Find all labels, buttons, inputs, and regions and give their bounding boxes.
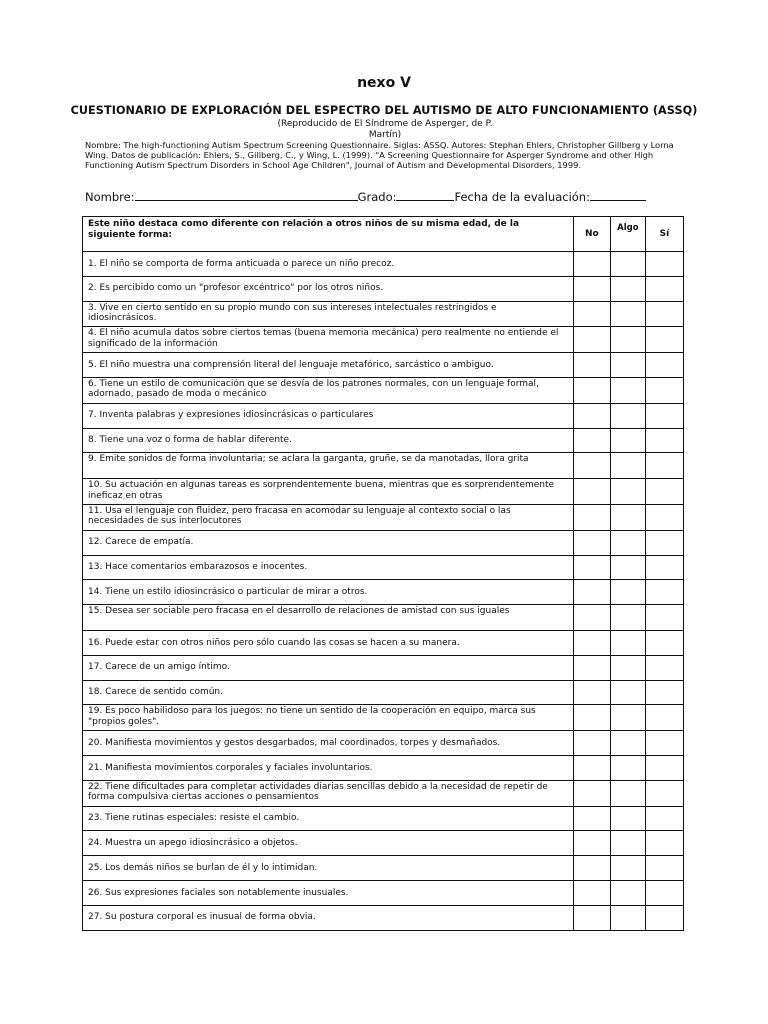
answer-no-cell[interactable] (573, 880, 610, 905)
answer-algo-cell[interactable] (610, 880, 645, 905)
answer-si-cell[interactable] (645, 555, 683, 580)
table-row (83, 605, 684, 631)
answer-algo-cell[interactable] (610, 504, 645, 530)
question-text: 17. Carece de un amigo íntimo. (83, 655, 574, 680)
answer-algo-cell[interactable] (610, 806, 645, 831)
answer-no-cell[interactable] (573, 831, 610, 856)
subtitle (240, 119, 530, 141)
question-text: 20. Manifiesta movimientos y gestos desgarbados, mal coordinados, torpes y desmañados. (83, 731, 574, 756)
answer-algo-cell[interactable] (610, 680, 645, 705)
table-row (83, 428, 684, 453)
question-text: 10. Su actuación en algunas tareas es sorprendentemente buena, mientras que es sorprendentemente ineficaz en otras (83, 479, 574, 505)
question-text: 23. Tiene rutinas especiales: resiste el cambio. (83, 806, 574, 831)
answer-no-cell[interactable] (573, 276, 610, 301)
answer-no-cell[interactable] (573, 403, 610, 428)
answer-si-cell[interactable] (645, 905, 683, 930)
answer-no-cell[interactable] (573, 555, 610, 580)
answer-algo-cell[interactable] (610, 605, 645, 631)
answer-algo-cell[interactable] (610, 301, 645, 327)
question-text: 21. Manifiesta movimientos corporales y faciales involuntarios. (83, 755, 574, 780)
answer-algo-cell[interactable] (610, 479, 645, 505)
table-row (83, 403, 684, 428)
answer-si-cell[interactable] (645, 276, 683, 301)
answer-algo-cell[interactable] (610, 655, 645, 680)
answer-si-cell[interactable] (645, 403, 683, 428)
answer-no-cell[interactable] (573, 605, 610, 631)
question-text: 14. Tiene un estilo idiosincrásico o particular de mirar a otros. (83, 580, 574, 605)
answer-si-cell[interactable] (645, 705, 683, 731)
answer-algo-cell[interactable] (610, 453, 645, 479)
answer-no-cell[interactable] (573, 630, 610, 655)
answer-no-cell[interactable] (573, 453, 610, 479)
answer-si-cell[interactable] (645, 580, 683, 605)
answer-si-cell[interactable] (645, 755, 683, 780)
table-row (83, 780, 684, 806)
answer-no-cell[interactable] (573, 680, 610, 705)
table-row (83, 680, 684, 705)
question-text: 27. Su postura corporal es inusual de forma obvia. (83, 905, 574, 930)
answer-no-cell[interactable] (573, 780, 610, 806)
question-text: 7. Inventa palabras y expresiones idiosincrásicas o particulares (83, 403, 574, 428)
questionnaire-title: CUESTIONARIO DE EXPLORACIÓN DEL ESPECTRO DEL AUTISMO DE ALTO FUNCIONAMIENTO (ASSQ) (70, 104, 698, 117)
grade-field[interactable] (396, 189, 454, 201)
question-text: 13. Hace comentarios embarazosos e inocentes. (83, 555, 574, 580)
answer-no-cell[interactable] (573, 377, 610, 403)
table-row (83, 655, 684, 680)
answer-no-cell[interactable] (573, 428, 610, 453)
answer-algo-cell[interactable] (610, 580, 645, 605)
table-row (83, 905, 684, 930)
table-row (83, 530, 684, 555)
grade-label: Grado: (357, 190, 397, 204)
table-row (83, 831, 684, 856)
date-label: Fecha de la evaluación: (454, 190, 590, 204)
answer-algo-cell[interactable] (610, 555, 645, 580)
question-text: 9. Emite sonidos de forma involuntaria; se aclara la garganta, gruñe, se da manotadas, llora grita (83, 453, 574, 479)
answer-si-cell[interactable] (645, 731, 683, 756)
answer-algo-cell[interactable] (610, 252, 645, 277)
answer-no-cell[interactable] (573, 327, 610, 353)
question-text: 15. Desea ser sociable pero fracasa en el desarrollo de relaciones de amistad con sus iguales (83, 605, 574, 631)
table-row (83, 580, 684, 605)
table-row (83, 630, 684, 655)
answer-no-cell[interactable] (573, 580, 610, 605)
answer-no-cell[interactable] (573, 731, 610, 756)
question-text: 2. Es percibido como un "profesor excéntrico" por los otros niños. (83, 276, 574, 301)
answer-algo-cell[interactable] (610, 530, 645, 555)
question-text: 12. Carece de empatía. (83, 530, 574, 555)
table-row (83, 806, 684, 831)
form-fields (85, 189, 646, 204)
question-text: 4. El niño acumula datos sobre ciertos temas (buena memoria mecánica) pero realmente no entiende el significado de la información (83, 327, 574, 353)
answer-algo-cell[interactable] (610, 755, 645, 780)
answer-algo-cell[interactable] (610, 353, 645, 378)
answer-si-cell[interactable] (645, 831, 683, 856)
answer-si-cell[interactable] (645, 428, 683, 453)
table-row (83, 755, 684, 780)
answer-algo-cell[interactable] (610, 327, 645, 353)
question-text: 5. El niño muestra una comprensión literal del lenguaje metafórico, sarcástico o ambiguo. (83, 353, 574, 378)
answer-si-cell[interactable] (645, 504, 683, 530)
answer-si-cell[interactable] (645, 680, 683, 705)
answer-no-cell[interactable] (573, 806, 610, 831)
answer-no-cell[interactable] (573, 301, 610, 327)
answer-no-cell[interactable] (573, 479, 610, 505)
table-row (83, 327, 684, 353)
answer-no-cell[interactable] (573, 755, 610, 780)
header-si: Sí (645, 217, 683, 252)
answer-algo-cell[interactable] (610, 731, 645, 756)
answer-si-cell[interactable] (645, 377, 683, 403)
question-text: 19. Es poco habilidoso para los juegos: no tiene un sentido de la cooperación en equipo, marca sus "propios goles". (83, 705, 574, 731)
answer-si-cell[interactable] (645, 453, 683, 479)
answer-no-cell[interactable] (573, 856, 610, 881)
header-algo: Algo (610, 217, 645, 252)
table-row (83, 705, 684, 731)
questionnaire-table (82, 216, 684, 931)
answer-si-cell[interactable] (645, 605, 683, 631)
answer-algo-cell[interactable] (610, 630, 645, 655)
answer-si-cell[interactable] (645, 252, 683, 277)
page-title: nexo V (357, 75, 411, 91)
question-text: 3. Vive en cierto sentido en su propio mundo con sus intereses intelectuales restringidos e idiosincrásicos. (83, 301, 574, 327)
answer-no-cell[interactable] (573, 353, 610, 378)
table-row (83, 880, 684, 905)
question-text: 18. Carece de sentido común. (83, 680, 574, 705)
table-row (83, 377, 684, 403)
answer-no-cell[interactable] (573, 705, 610, 731)
date-field[interactable] (590, 189, 646, 201)
header-no: No (573, 217, 610, 252)
question-text: 8. Tiene una voz o forma de hablar diferente. (83, 428, 574, 453)
table-row (83, 555, 684, 580)
answer-no-cell[interactable] (573, 252, 610, 277)
answer-algo-cell[interactable] (610, 403, 645, 428)
answer-algo-cell[interactable] (610, 856, 645, 881)
answer-algo-cell[interactable] (610, 905, 645, 930)
table-row (83, 453, 684, 479)
answer-si-cell[interactable] (645, 630, 683, 655)
header-question: Este niño destaca como diferente con relación a otros niños de su misma edad, de la siguiente forma: (83, 217, 574, 252)
publication-info: Nombre: The high-functioning Autism Spectrum Screening Questionnaire. Siglas: ASSQ. Autores: Stephan Ehlers, Christopher Gillberg y Lorna Wing. Datos de publicación: Ehlers, S., Gillberg, C., y Wing, L. (1999). "A Screening Questionnaire for Asperger Syndrome and other High Functioning Autism Spectrum Disorders in School Age Children", Journal of Autism and Developmental Disorders, 1999. (85, 140, 674, 171)
table-row (83, 856, 684, 881)
answer-no-cell[interactable] (573, 655, 610, 680)
table-row (83, 353, 684, 378)
answer-no-cell[interactable] (573, 530, 610, 555)
answer-no-cell[interactable] (573, 905, 610, 930)
subtitle-line-1: (Reproducido de El Síndrome de Asperger, de P. (277, 119, 493, 129)
answer-algo-cell[interactable] (610, 705, 645, 731)
table-row (83, 301, 684, 327)
answer-algo-cell[interactable] (610, 377, 645, 403)
answer-si-cell[interactable] (645, 655, 683, 680)
answer-si-cell[interactable] (645, 327, 683, 353)
table-row (83, 252, 684, 277)
answer-si-cell[interactable] (645, 479, 683, 505)
table-row (83, 479, 684, 505)
question-text: 1. El niño se comporta de forma anticuada o parece un niño precoz. (83, 252, 574, 277)
answer-si-cell[interactable] (645, 780, 683, 806)
table-row (83, 276, 684, 301)
name-label: Nombre: (85, 190, 135, 204)
question-text: 24. Muestra un apego idiosincrásico a objetos. (83, 831, 574, 856)
answer-algo-cell[interactable] (610, 831, 645, 856)
table-row (83, 504, 684, 530)
question-text: 11. Usa el lenguaje con fluidez, pero fracasa en acomodar su lenguaje al contexto social o las necesidades de sus interlocutores (83, 504, 574, 530)
answer-si-cell[interactable] (645, 301, 683, 327)
table-row (83, 731, 684, 756)
answer-si-cell[interactable] (645, 530, 683, 555)
answer-algo-cell[interactable] (610, 428, 645, 453)
question-text: 16. Puede estar con otros niños pero sólo cuando las cosas se hacen a su manera. (83, 630, 574, 655)
question-text: 25. Los demás niños se burlan de él y lo intimidan. (83, 856, 574, 881)
answer-no-cell[interactable] (573, 504, 610, 530)
table-header-row (83, 217, 684, 252)
answer-si-cell[interactable] (645, 806, 683, 831)
subtitle-line-2: Martín) (368, 130, 402, 140)
question-text: 26. Sus expresiones faciales son notablemente inusuales. (83, 880, 574, 905)
answer-si-cell[interactable] (645, 353, 683, 378)
answer-si-cell[interactable] (645, 856, 683, 881)
answer-algo-cell[interactable] (610, 276, 645, 301)
question-text: 6. Tiene un estilo de comunicación que se desvía de los patrones normales, con un lenguaje formal, adornado, pasado de moda o mecánico (83, 377, 574, 403)
answer-algo-cell[interactable] (610, 780, 645, 806)
name-field[interactable] (135, 189, 358, 201)
question-text: 22. Tiene dificultades para completar actividades diarias sencillas debido a la necesidad de repetir de forma compulsiva ciertas acciones o pensamientos (83, 780, 574, 806)
answer-si-cell[interactable] (645, 880, 683, 905)
